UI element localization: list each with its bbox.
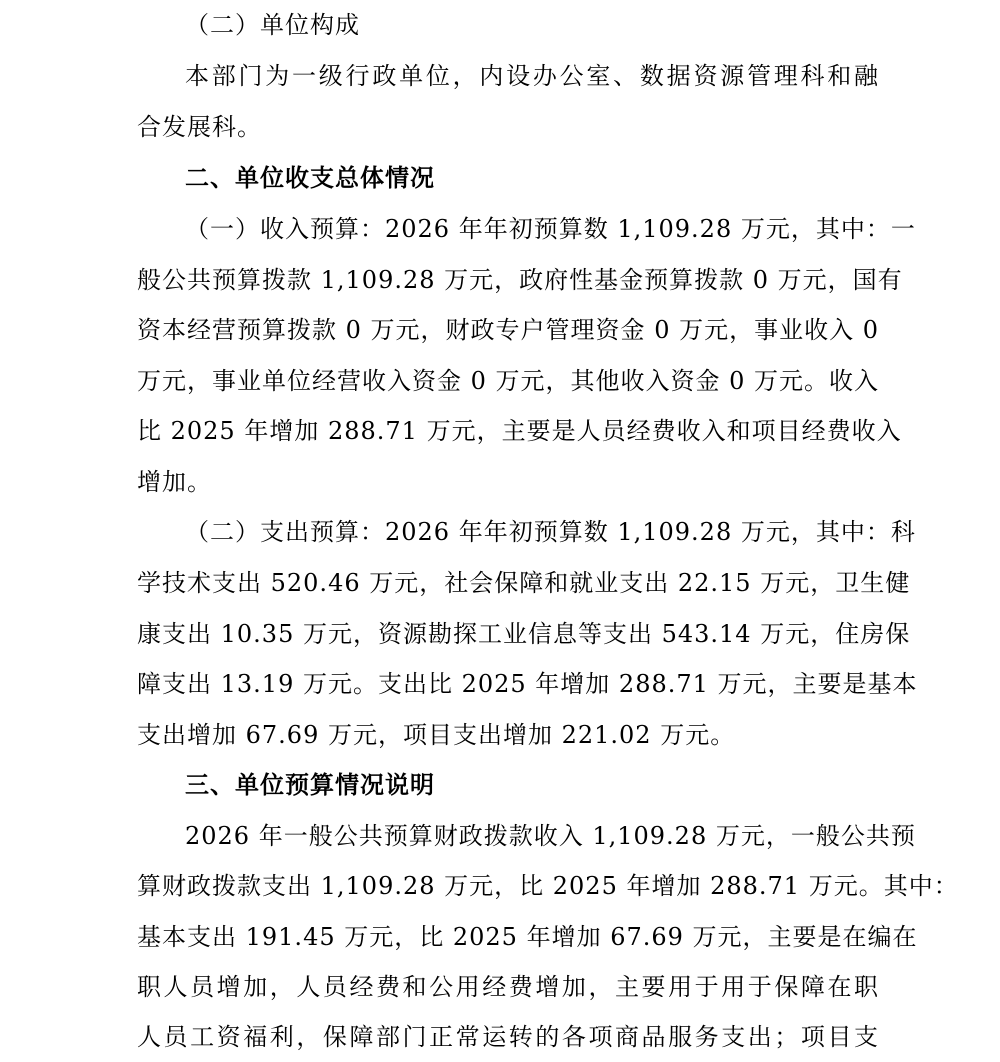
paragraph-line: 人员工资福利，保障部门正常运转的各项商品服务支出；项目支	[137, 1023, 879, 1051]
paragraph-line: 般公共预算拨款 1,109.28 万元，政府性基金预算拨款 0 万元，国有	[137, 266, 903, 294]
paragraph-line: 本部门为一级行政单位，内设办公室、数据资源管理科和融	[185, 62, 879, 90]
paragraph-line: 算财政拨款支出 1,109.28 万元，比 2025 年增加 288.71 万元。其中：	[137, 872, 959, 900]
heading-overall-income-expense: 二、单位收支总体情况	[185, 164, 435, 192]
paragraph-line: 资本经营预算拨款 0 万元，财政专户管理资金 0 万元，事业收入 0	[137, 316, 879, 344]
paragraph-line: （二）支出预算：2026 年年初预算数 1,109.28 万元，其中：科	[185, 518, 916, 546]
subheading-unit-composition: （二）单位构成	[185, 11, 360, 39]
heading-budget-explanation: 三、单位预算情况说明	[185, 771, 435, 799]
paragraph-line: 障支出 13.19 万元。支出比 2025 年增加 288.71 万元，主要是基本	[137, 670, 918, 698]
paragraph-line: 增加。	[137, 468, 212, 496]
paragraph-line: 合发展科。	[137, 113, 262, 141]
paragraph-line: 万元，事业单位经营收入资金 0 万元，其他收入资金 0 万元。收入	[137, 367, 880, 395]
paragraph-line: 支出增加 67.69 万元，项目支出增加 221.02 万元。	[137, 721, 736, 749]
paragraph-line: 学技术支出 520.46 万元，社会保障和就业支出 22.15 万元，卫生健	[137, 569, 911, 597]
paragraph-line: 基本支出 191.45 万元，比 2025 年增加 67.69 万元，主要是在编在	[137, 923, 918, 951]
paragraph-line: 2026 年一般公共预算财政拨款收入 1,109.28 万元，一般公共预	[185, 822, 916, 850]
paragraph-line: 职人员增加，人员经费和公用经费增加，主要用于用于保障在职	[137, 973, 879, 1001]
paragraph-line: （一）收入预算：2026 年年初预算数 1,109.28 万元，其中：一	[185, 215, 916, 243]
paragraph-line: 比 2025 年增加 288.71 万元，主要是人员经费收入和项目经费收入	[137, 417, 902, 445]
paragraph-line: 康支出 10.35 万元，资源勘探工业信息等支出 543.14 万元，住房保	[137, 620, 911, 648]
